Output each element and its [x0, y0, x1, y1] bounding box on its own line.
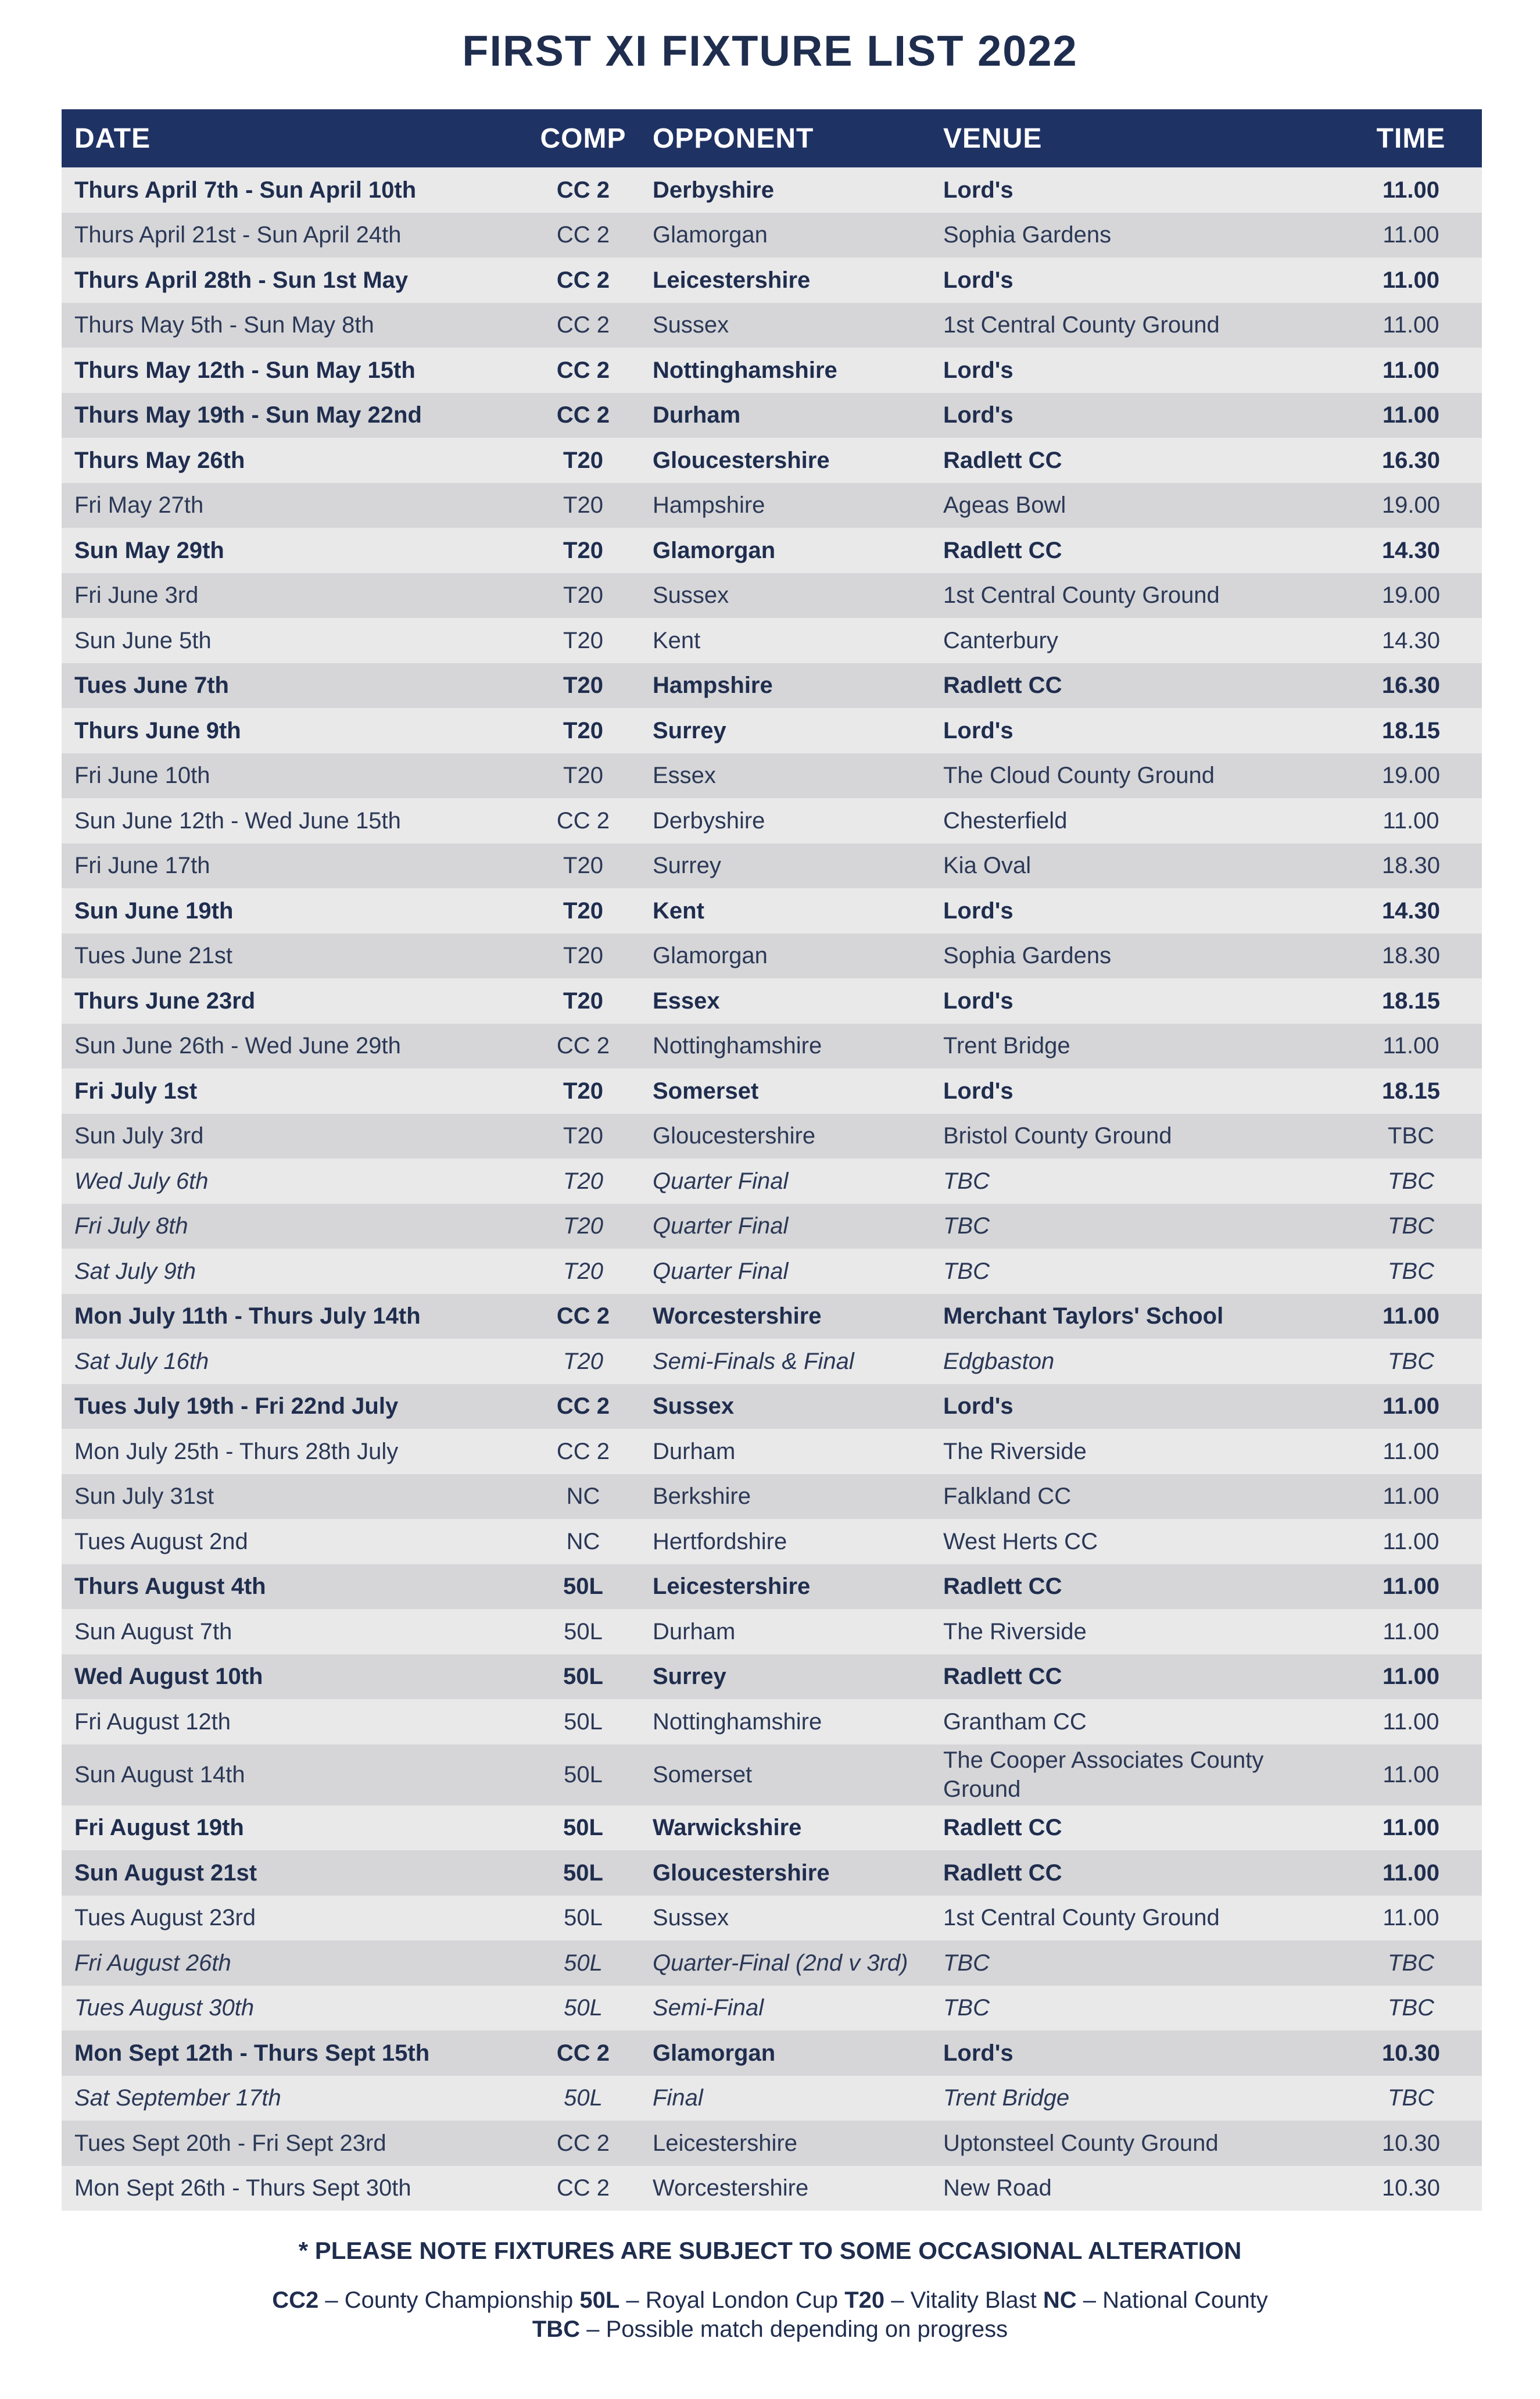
cell-date: Tues June 21st [62, 934, 527, 979]
cell-comp: T20 [527, 753, 640, 799]
legend-t20-text: – Vitality Blast [884, 2287, 1043, 2313]
cell-time: 14.30 [1340, 528, 1482, 573]
cell-opponent: Quarter Final [640, 1159, 930, 1204]
table-row [62, 1204, 1482, 1249]
table-row [62, 618, 1482, 663]
cell-time: 14.30 [1340, 618, 1482, 663]
cell-date: Mon July 25th - Thurs 28th July [62, 1429, 527, 1474]
cell-venue: Lord's [930, 1384, 1340, 1429]
cell-opponent: Glamorgan [640, 2030, 930, 2076]
cell-venue: Radlett CC [930, 438, 1340, 483]
cell-date: Thurs April 28th - Sun 1st May [62, 258, 527, 303]
cell-comp: NC [527, 1474, 640, 1520]
cell-opponent: Glamorgan [640, 934, 930, 979]
table-row [62, 1850, 1482, 1896]
table-row [62, 888, 1482, 934]
legend-line-2 [0, 2315, 1540, 2344]
cell-comp: T20 [527, 573, 640, 618]
cell-time: TBC [1340, 1940, 1482, 1986]
cell-comp: 50L [527, 1699, 640, 1744]
cell-comp: CC 2 [527, 167, 640, 213]
cell-opponent: Essex [640, 753, 930, 799]
cell-date: Mon Sept 26th - Thurs Sept 30th [62, 2166, 527, 2211]
cell-date: Sun June 5th [62, 618, 527, 663]
cell-opponent: Quarter-Final (2nd v 3rd) [640, 1940, 930, 1986]
cell-time: TBC [1340, 2076, 1482, 2121]
cell-time: 11.00 [1340, 1609, 1482, 1654]
legend-tbc-abbr: TBC [532, 2316, 581, 2342]
cell-date: Sun August 7th [62, 1609, 527, 1654]
alteration-note: * PLEASE NOTE FIXTURES ARE SUBJECT TO SOME OCCASIONAL ALTERATION [298, 2237, 1242, 2264]
cell-opponent: Kent [640, 888, 930, 934]
cell-comp: 50L [527, 1609, 640, 1654]
cell-comp: CC 2 [527, 1384, 640, 1429]
cell-opponent: Hampshire [640, 483, 930, 528]
legend [0, 2286, 1540, 2344]
cell-venue: 1st Central County Ground [930, 573, 1340, 618]
cell-comp: 50L [527, 1986, 640, 2031]
cell-venue: Lord's [930, 708, 1340, 753]
cell-comp: CC 2 [527, 2121, 640, 2166]
table-row [62, 663, 1482, 709]
cell-venue: Sophia Gardens [930, 934, 1340, 979]
cell-comp: T20 [527, 843, 640, 889]
cell-time: 11.00 [1340, 1024, 1482, 1069]
cell-date: Tues August 2nd [62, 1519, 527, 1564]
table-row [62, 1249, 1482, 1294]
cell-opponent: Worcestershire [640, 1294, 930, 1339]
cell-venue: Grantham CC [930, 1699, 1340, 1744]
cell-date: Sat July 9th [62, 1249, 527, 1294]
cell-opponent: Worcestershire [640, 2166, 930, 2211]
cell-opponent: Derbyshire [640, 167, 930, 213]
cell-time: 18.30 [1340, 934, 1482, 979]
table-row [62, 1068, 1482, 1114]
cell-venue: 1st Central County Ground [930, 303, 1340, 348]
cell-venue: Kia Oval [930, 843, 1340, 889]
cell-date: Sun August 14th [62, 1744, 527, 1805]
cell-opponent: Surrey [640, 1654, 930, 1700]
cell-venue: New Road [930, 2166, 1340, 2211]
cell-comp: T20 [527, 483, 640, 528]
cell-date: Sun June 19th [62, 888, 527, 934]
cell-opponent: Nottinghamshire [640, 348, 930, 393]
table-row [62, 1114, 1482, 1159]
cell-date: Wed August 10th [62, 1654, 527, 1700]
cell-opponent: Glamorgan [640, 528, 930, 573]
cell-comp: 50L [527, 1940, 640, 1986]
table-row [62, 843, 1482, 889]
cell-opponent: Quarter Final [640, 1204, 930, 1249]
cell-time: 10.30 [1340, 2030, 1482, 2076]
cell-opponent: Gloucestershire [640, 438, 930, 483]
cell-time: 11.00 [1340, 1564, 1482, 1610]
table-row [62, 1519, 1482, 1564]
cell-opponent: Berkshire [640, 1474, 930, 1520]
cell-comp: CC 2 [527, 213, 640, 258]
table-row [62, 1744, 1482, 1805]
cell-date: Sun May 29th [62, 528, 527, 573]
table-row [62, 258, 1482, 303]
cell-venue: Radlett CC [930, 663, 1340, 709]
cell-date: Sat July 16th [62, 1339, 527, 1384]
cell-venue: Lord's [930, 393, 1340, 438]
cell-venue: Canterbury [930, 618, 1340, 663]
cell-time: 11.00 [1340, 1896, 1482, 1941]
cell-time: 16.30 [1340, 663, 1482, 709]
cell-time: 19.00 [1340, 483, 1482, 528]
cell-opponent: Nottinghamshire [640, 1699, 930, 1744]
cell-opponent: Durham [640, 1429, 930, 1474]
table-row [62, 167, 1482, 213]
cell-venue: Radlett CC [930, 1654, 1340, 1700]
cell-date: Sun August 21st [62, 1850, 527, 1896]
table-row [62, 2076, 1482, 2121]
cell-time: 11.00 [1340, 1294, 1482, 1339]
cell-comp: 50L [527, 1564, 640, 1610]
cell-date: Mon July 11th - Thurs July 14th [62, 1294, 527, 1339]
table-row [62, 303, 1482, 348]
cell-comp: 50L [527, 1805, 640, 1851]
cell-comp: CC 2 [527, 1429, 640, 1474]
cell-date: Fri August 19th [62, 1805, 527, 1851]
cell-venue: TBC [930, 1249, 1340, 1294]
table-row [62, 1474, 1482, 1520]
cell-time: 11.00 [1340, 798, 1482, 843]
cell-venue: Radlett CC [930, 1850, 1340, 1896]
table-row [62, 1609, 1482, 1654]
cell-date: Thurs June 9th [62, 708, 527, 753]
header-comp: COMP [527, 109, 640, 167]
cell-date: Sun June 12th - Wed June 15th [62, 798, 527, 843]
fixture-table [62, 109, 1482, 2211]
cell-venue: Lord's [930, 348, 1340, 393]
cell-date: Fri August 26th [62, 1940, 527, 1986]
cell-venue: Lord's [930, 167, 1340, 213]
cell-venue: The Riverside [930, 1429, 1340, 1474]
cell-opponent: Leicestershire [640, 258, 930, 303]
cell-time: 11.00 [1340, 1744, 1482, 1805]
cell-opponent: Gloucestershire [640, 1114, 930, 1159]
cell-time: TBC [1340, 1159, 1482, 1204]
cell-date: Thurs May 19th - Sun May 22nd [62, 393, 527, 438]
cell-venue: TBC [930, 1940, 1340, 1986]
cell-opponent: Semi-Final [640, 1986, 930, 2031]
cell-opponent: Nottinghamshire [640, 1024, 930, 1069]
cell-comp: CC 2 [527, 1024, 640, 1069]
cell-time: 18.30 [1340, 843, 1482, 889]
cell-comp: CC 2 [527, 2030, 640, 2076]
cell-date: Thurs May 5th - Sun May 8th [62, 303, 527, 348]
cell-time: 11.00 [1340, 258, 1482, 303]
cell-date: Tues August 30th [62, 1986, 527, 2031]
cell-opponent: Leicestershire [640, 2121, 930, 2166]
cell-venue: Radlett CC [930, 1805, 1340, 1851]
cell-date: Sun July 31st [62, 1474, 527, 1520]
legend-tbc-text: – Possible match depending on progress [580, 2316, 1008, 2342]
cell-comp: 50L [527, 2076, 640, 2121]
cell-venue: Trent Bridge [930, 1024, 1340, 1069]
cell-date: Fri July 1st [62, 1068, 527, 1114]
cell-opponent: Somerset [640, 1744, 930, 1805]
cell-venue: The Cloud County Ground [930, 753, 1340, 799]
cell-comp: T20 [527, 1159, 640, 1204]
cell-comp: CC 2 [527, 798, 640, 843]
cell-comp: T20 [527, 1339, 640, 1384]
legend-nc-abbr: NC [1043, 2287, 1077, 2313]
cell-time: 11.00 [1340, 1654, 1482, 1700]
cell-venue: 1st Central County Ground [930, 1896, 1340, 1941]
cell-opponent: Sussex [640, 573, 930, 618]
cell-comp: T20 [527, 663, 640, 709]
cell-time: 11.00 [1340, 1429, 1482, 1474]
table-row [62, 1699, 1482, 1744]
cell-venue: Bristol County Ground [930, 1114, 1340, 1159]
cell-opponent: Hampshire [640, 663, 930, 709]
table-row [62, 2030, 1482, 2076]
cell-time: TBC [1340, 1114, 1482, 1159]
cell-opponent: Sussex [640, 1384, 930, 1429]
cell-comp: T20 [527, 1068, 640, 1114]
table-row [62, 2166, 1482, 2211]
table-row [62, 1024, 1482, 1069]
cell-opponent: Hertfordshire [640, 1519, 930, 1564]
cell-date: Thurs August 4th [62, 1564, 527, 1610]
legend-cc2-abbr: CC2 [272, 2287, 319, 2313]
cell-venue: Lord's [930, 2030, 1340, 2076]
cell-comp: 50L [527, 1654, 640, 1700]
table-row [62, 934, 1482, 979]
cell-opponent: Leicestershire [640, 1564, 930, 1610]
cell-time: 10.30 [1340, 2121, 1482, 2166]
cell-venue: Merchant Taylors' School [930, 1294, 1340, 1339]
cell-opponent: Kent [640, 618, 930, 663]
cell-venue: Edgbaston [930, 1339, 1340, 1384]
cell-date: Fri July 8th [62, 1204, 527, 1249]
table-row [62, 1384, 1482, 1429]
cell-comp: T20 [527, 1204, 640, 1249]
cell-date: Wed July 6th [62, 1159, 527, 1204]
cell-opponent: Gloucestershire [640, 1850, 930, 1896]
cell-date: Thurs June 23rd [62, 978, 527, 1024]
cell-time: 16.30 [1340, 438, 1482, 483]
cell-opponent: Semi-Finals & Final [640, 1339, 930, 1384]
cell-comp: CC 2 [527, 1294, 640, 1339]
cell-time: 11.00 [1340, 1699, 1482, 1744]
cell-time: 19.00 [1340, 573, 1482, 618]
cell-venue: Trent Bridge [930, 2076, 1340, 2121]
table-row [62, 1159, 1482, 1204]
legend-50l-abbr: 50L [579, 2287, 620, 2313]
cell-opponent: Quarter Final [640, 1249, 930, 1294]
cell-date: Fri June 3rd [62, 573, 527, 618]
cell-comp: CC 2 [527, 303, 640, 348]
cell-opponent: Sussex [640, 303, 930, 348]
cell-date: Thurs April 7th - Sun April 10th [62, 167, 527, 213]
table-row [62, 708, 1482, 753]
cell-venue: Radlett CC [930, 1564, 1340, 1610]
cell-time: 14.30 [1340, 888, 1482, 934]
table-header [62, 109, 1482, 167]
fixture-rows [62, 167, 1482, 2211]
cell-comp: T20 [527, 1249, 640, 1294]
cell-date: Thurs May 26th [62, 438, 527, 483]
cell-time: 11.00 [1340, 1850, 1482, 1896]
cell-opponent: Somerset [640, 1068, 930, 1114]
cell-venue: Uptonsteel County Ground [930, 2121, 1340, 2166]
cell-date: Sun June 26th - Wed June 29th [62, 1024, 527, 1069]
cell-date: Mon Sept 12th - Thurs Sept 15th [62, 2030, 527, 2076]
header-opponent: OPPONENT [640, 109, 930, 167]
cell-comp: T20 [527, 1114, 640, 1159]
table-row [62, 1339, 1482, 1384]
cell-comp: 50L [527, 1850, 640, 1896]
cell-opponent: Surrey [640, 843, 930, 889]
cell-comp: CC 2 [527, 258, 640, 303]
table-row [62, 483, 1482, 528]
cell-time: 11.00 [1340, 393, 1482, 438]
cell-date: Tues July 19th - Fri 22nd July [62, 1384, 527, 1429]
table-row [62, 213, 1482, 258]
table-row [62, 1564, 1482, 1610]
cell-venue: The Riverside [930, 1609, 1340, 1654]
cell-venue: Lord's [930, 888, 1340, 934]
table-row [62, 573, 1482, 618]
legend-nc-text: – National County [1076, 2287, 1268, 2313]
cell-date: Fri May 27th [62, 483, 527, 528]
cell-comp: 50L [527, 1896, 640, 1941]
cell-venue: Lord's [930, 258, 1340, 303]
cell-opponent: Essex [640, 978, 930, 1024]
cell-venue: Ageas Bowl [930, 483, 1340, 528]
header-date: DATE [62, 109, 527, 167]
cell-date: Tues August 23rd [62, 1896, 527, 1941]
table-row [62, 1429, 1482, 1474]
cell-date: Tues June 7th [62, 663, 527, 709]
table-row [62, 2121, 1482, 2166]
cell-venue: Chesterfield [930, 798, 1340, 843]
table-row [62, 1896, 1482, 1941]
cell-opponent: Derbyshire [640, 798, 930, 843]
cell-comp: CC 2 [527, 2166, 640, 2211]
cell-comp: T20 [527, 438, 640, 483]
cell-time: 11.00 [1340, 167, 1482, 213]
cell-time: 10.30 [1340, 2166, 1482, 2211]
table-row [62, 1294, 1482, 1339]
cell-time: TBC [1340, 1339, 1482, 1384]
table-row [62, 348, 1482, 393]
cell-time: 18.15 [1340, 978, 1482, 1024]
cell-date: Fri August 12th [62, 1699, 527, 1744]
cell-comp: 50L [527, 1744, 640, 1805]
cell-venue: Lord's [930, 1068, 1340, 1114]
page-title: FIRST XI FIXTURE LIST 2022 [462, 27, 1078, 75]
cell-comp: CC 2 [527, 348, 640, 393]
cell-venue: West Herts CC [930, 1519, 1340, 1564]
cell-time: 11.00 [1340, 1805, 1482, 1851]
cell-time: TBC [1340, 1986, 1482, 2031]
cell-date: Fri June 17th [62, 843, 527, 889]
cell-venue: Radlett CC [930, 528, 1340, 573]
cell-time: 18.15 [1340, 708, 1482, 753]
cell-opponent: Sussex [640, 1896, 930, 1941]
header-venue: VENUE [930, 109, 1340, 167]
cell-comp: NC [527, 1519, 640, 1564]
legend-cc2-text: – County Championship [318, 2287, 580, 2313]
cell-comp: T20 [527, 708, 640, 753]
cell-time: 11.00 [1340, 348, 1482, 393]
cell-time: TBC [1340, 1204, 1482, 1249]
table-row [62, 978, 1482, 1024]
cell-opponent: Durham [640, 1609, 930, 1654]
cell-venue: Falkland CC [930, 1474, 1340, 1520]
table-row [62, 1986, 1482, 2031]
cell-venue: TBC [930, 1204, 1340, 1249]
cell-date: Thurs April 21st - Sun April 24th [62, 213, 527, 258]
cell-venue: Sophia Gardens [930, 213, 1340, 258]
legend-t20-abbr: T20 [844, 2287, 885, 2313]
cell-comp: T20 [527, 618, 640, 663]
table-row [62, 1654, 1482, 1700]
cell-venue: Lord's [930, 978, 1340, 1024]
cell-comp: T20 [527, 978, 640, 1024]
cell-venue: TBC [930, 1986, 1340, 2031]
cell-date: Sun July 3rd [62, 1114, 527, 1159]
cell-opponent: Warwickshire [640, 1805, 930, 1851]
legend-line-1 [0, 2286, 1540, 2315]
header-row [62, 109, 1482, 167]
table-row [62, 753, 1482, 799]
cell-time: 11.00 [1340, 303, 1482, 348]
cell-time: 11.00 [1340, 1474, 1482, 1520]
cell-time: 18.15 [1340, 1068, 1482, 1114]
cell-date: Thurs May 12th - Sun May 15th [62, 348, 527, 393]
cell-time: 11.00 [1340, 1519, 1482, 1564]
cell-opponent: Final [640, 2076, 930, 2121]
cell-opponent: Surrey [640, 708, 930, 753]
cell-date: Sat September 17th [62, 2076, 527, 2121]
cell-time: 11.00 [1340, 213, 1482, 258]
cell-time: 19.00 [1340, 753, 1482, 799]
cell-comp: T20 [527, 934, 640, 979]
cell-comp: T20 [527, 888, 640, 934]
table-row [62, 393, 1482, 438]
cell-comp: T20 [527, 528, 640, 573]
cell-comp: CC 2 [527, 393, 640, 438]
table-row [62, 528, 1482, 573]
cell-venue: TBC [930, 1159, 1340, 1204]
table-row [62, 438, 1482, 483]
cell-venue: The Cooper Associates County Ground [930, 1744, 1340, 1805]
cell-date: Tues Sept 20th - Fri Sept 23rd [62, 2121, 527, 2166]
table-row [62, 1940, 1482, 1986]
cell-opponent: Glamorgan [640, 213, 930, 258]
table-row [62, 798, 1482, 843]
cell-opponent: Durham [640, 393, 930, 438]
cell-time: TBC [1340, 1249, 1482, 1294]
table-row [62, 1805, 1482, 1851]
cell-date: Fri June 10th [62, 753, 527, 799]
legend-50l-text: – Royal London Cup [619, 2287, 845, 2313]
header-time: TIME [1340, 109, 1482, 167]
cell-time: 11.00 [1340, 1384, 1482, 1429]
